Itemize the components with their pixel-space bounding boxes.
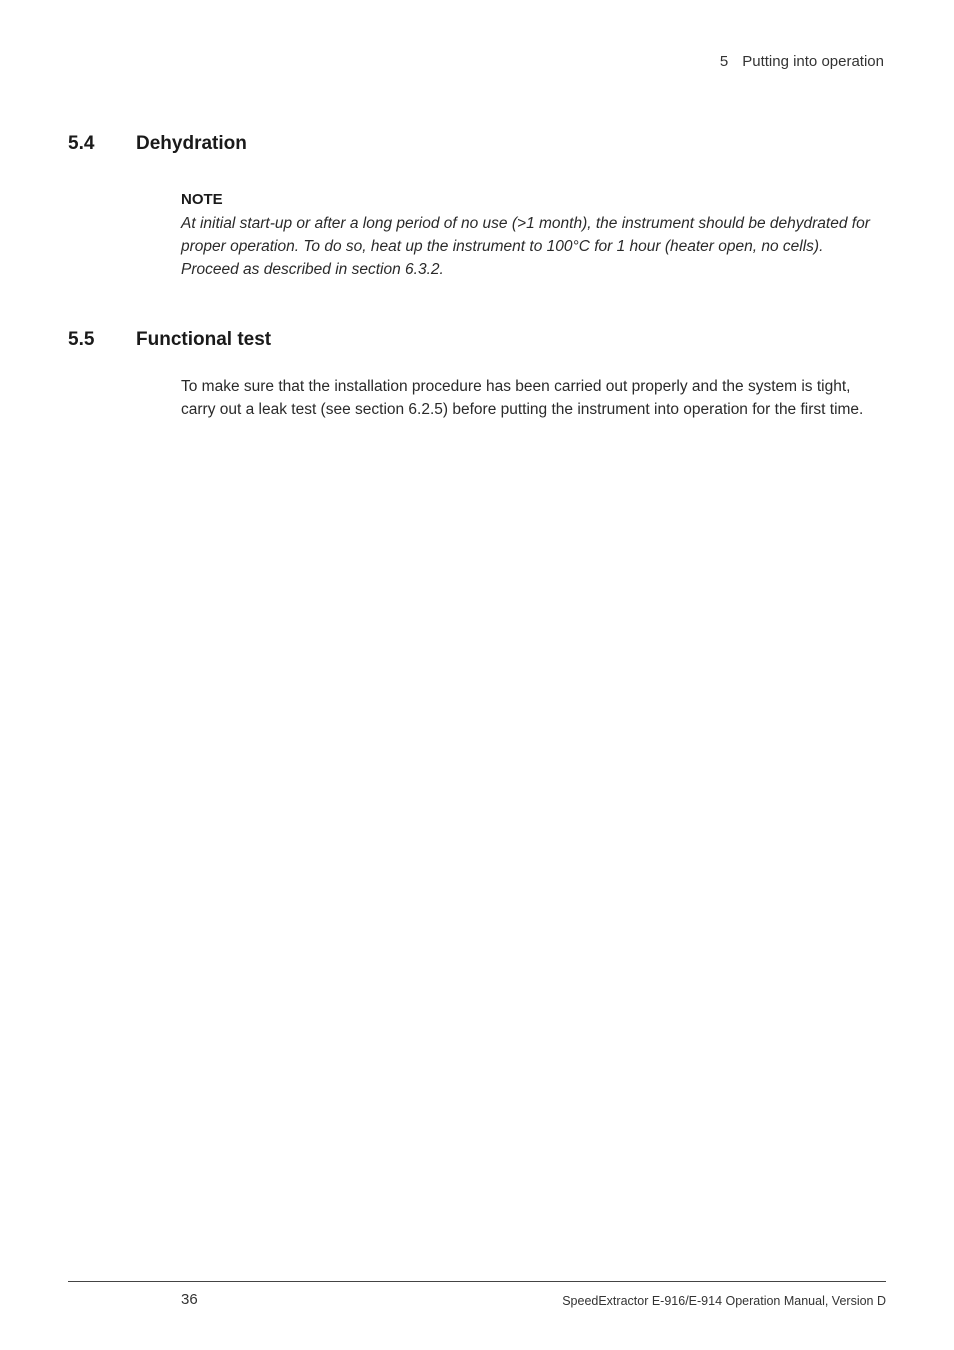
- header-chapter-title: Putting into operation: [742, 53, 884, 70]
- note-label: NOTE: [181, 191, 223, 208]
- footer-document-title: SpeedExtractor E-916/E-914 Operation Manual, Version D: [562, 1294, 886, 1308]
- section-heading-functional-test: [68, 329, 271, 351]
- section-title: Dehydration: [136, 133, 247, 154]
- section-number: 5.4: [68, 133, 95, 154]
- section-title: Functional test: [136, 329, 272, 350]
- running-header: [720, 53, 884, 70]
- section-heading-dehydration: [68, 133, 247, 155]
- page-number: 36: [181, 1291, 198, 1308]
- note-block: [181, 190, 881, 281]
- footer-divider: [68, 1281, 886, 1282]
- header-chapter-number: 5: [719, 53, 729, 70]
- section-number: 5.5: [68, 329, 95, 350]
- functional-test-paragraph: To make sure that the installation procedure has been carried out properly and the system is tight, carry out a leak test (see section 6.2.5) before putting the instrument into operation for the first time.: [181, 378, 864, 418]
- note-text: At initial start-up or after a long period of no use (>1 month), the instrument should be dehydrated for proper operation. To do so, heat up the instrument to 100°C for 1 hour (heater open, no cells). Proceed as described in section 6.3.2.: [181, 215, 870, 278]
